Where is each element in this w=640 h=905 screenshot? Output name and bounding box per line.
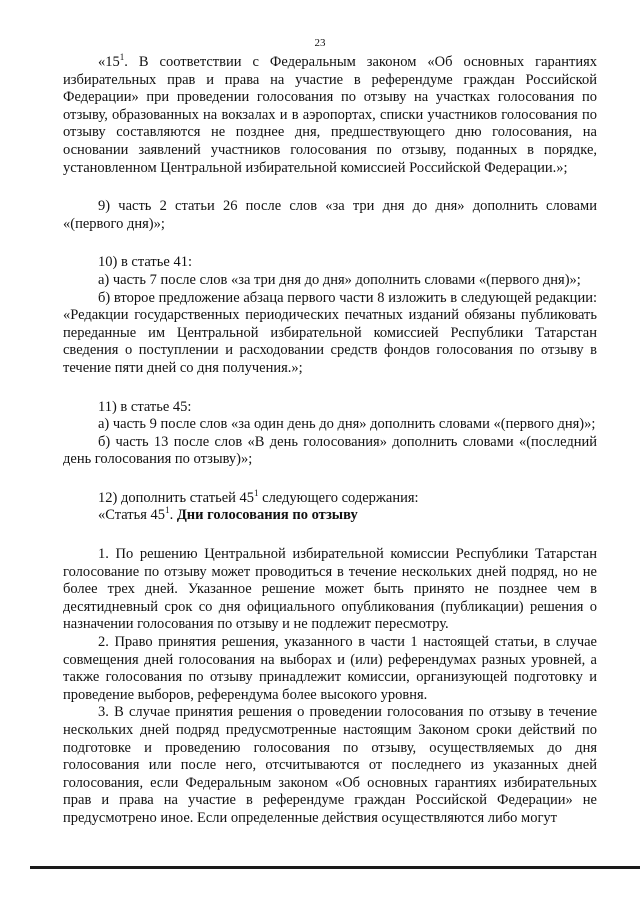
item-10a: а) часть 7 после слов «за три дня до дня» дополнить словами «(первого дня)»; bbox=[98, 271, 581, 288]
article-heading bbox=[63, 507, 597, 525]
paragraph-text: . В соответствии с Федеральным законом «Об основных гарантиях избирательных прав и права на участие в референдуме граждан Российской Федерации» при проведении голосования по отзыву на участках голосования по отзыву, образованных на вокзалах и в аэропортах, списки участников голосования по отзыву составляются не позднее дня, предшествующего дню голосования, на основании заявлений участников голосования по отзыву, поданных в порядке, установленном Центральной избирательной комиссией Российской Федерации.»; bbox=[63, 54, 597, 176]
paragraph-15-1 bbox=[63, 54, 597, 177]
article-part-1: 1. По решению Центральной избирательной комиссии Республики Татарстан голосование по отзыву может проводиться в течение нескольких дней подряд, но не более трех дней. Указанное решение может быть принято не позднее чем в десятидневный срок со дня официального опубликования (публикации) решения о назначении голосования по отзыву и не подлежит пересмотру. bbox=[63, 546, 597, 633]
article-title: Дни голосования по отзыву bbox=[176, 507, 358, 524]
paragraph-text: . bbox=[169, 507, 177, 524]
article-part-2: 2. Право принятия решения, указанного в части 1 настоящей статьи, в случае совмещения дней голосования на выборах и (или) референдумах разных уровней, а также голосования по отзыву принадлежит комиссии, организующей подготовку и проведение выборов, референдума более высокого уровня. bbox=[63, 634, 597, 703]
page-bottom-border bbox=[30, 866, 640, 869]
superscript: 1 bbox=[165, 505, 170, 516]
item-11a: а) часть 9 после слов «за один день до дня» дополнить словами «(первого дня)»; bbox=[98, 416, 596, 433]
item-10: 10) в статье 41: bbox=[98, 254, 192, 271]
paragraph-text: «Статья 45 bbox=[98, 507, 166, 524]
item-12 bbox=[63, 487, 597, 508]
document-body bbox=[63, 54, 597, 828]
item-11b: б) часть 13 после слов «В день голосования» дополнить словами «(последний день голосования по отзыву)»; bbox=[63, 433, 597, 468]
paragraph-text: следующего содержания: bbox=[258, 489, 419, 506]
superscript: 1 bbox=[119, 52, 125, 62]
item-11: 11) в статье 45: bbox=[98, 398, 192, 415]
item-9: 9) часть 2 статьи 26 после слов «за три дня до дня» дополнить словами «(первого дня)»; bbox=[63, 198, 597, 232]
paragraph-text: 12) дополнить статьей 45 bbox=[98, 489, 255, 506]
page-number: 23 bbox=[314, 37, 326, 49]
superscript: 1 bbox=[254, 487, 259, 498]
item-10b: б) второе предложение абзаца первого части 8 изложить в следующей редакции: «Редакции государственных периодических печатных изданий обязаны публиковать переданные им Центральной избирательной комиссией Республики Татарстан сведения о поступлении и расходовании средств фондов голосования по отзыву в течение пяти дней со дня получения.»; bbox=[63, 289, 597, 376]
paragraph-text: «15 bbox=[98, 54, 120, 70]
article-part-3: 3. В случае принятия решения о проведении голосования по отзыву в течение нескольких дней подряд предусмотренные настоящим Законом сроки действий по подготовке и проведению голосования по отзыву, осуществляемых до дня голосования или после него, отсчитываются от последнего из указанных дней голосования, если Федеральным законом «Об основных гарантиях избирательных прав и права на участие в референдуме граждан Российской Федерации» не предусмотрено иное. Если определенные действия осуществляются либо могут bbox=[63, 704, 597, 826]
